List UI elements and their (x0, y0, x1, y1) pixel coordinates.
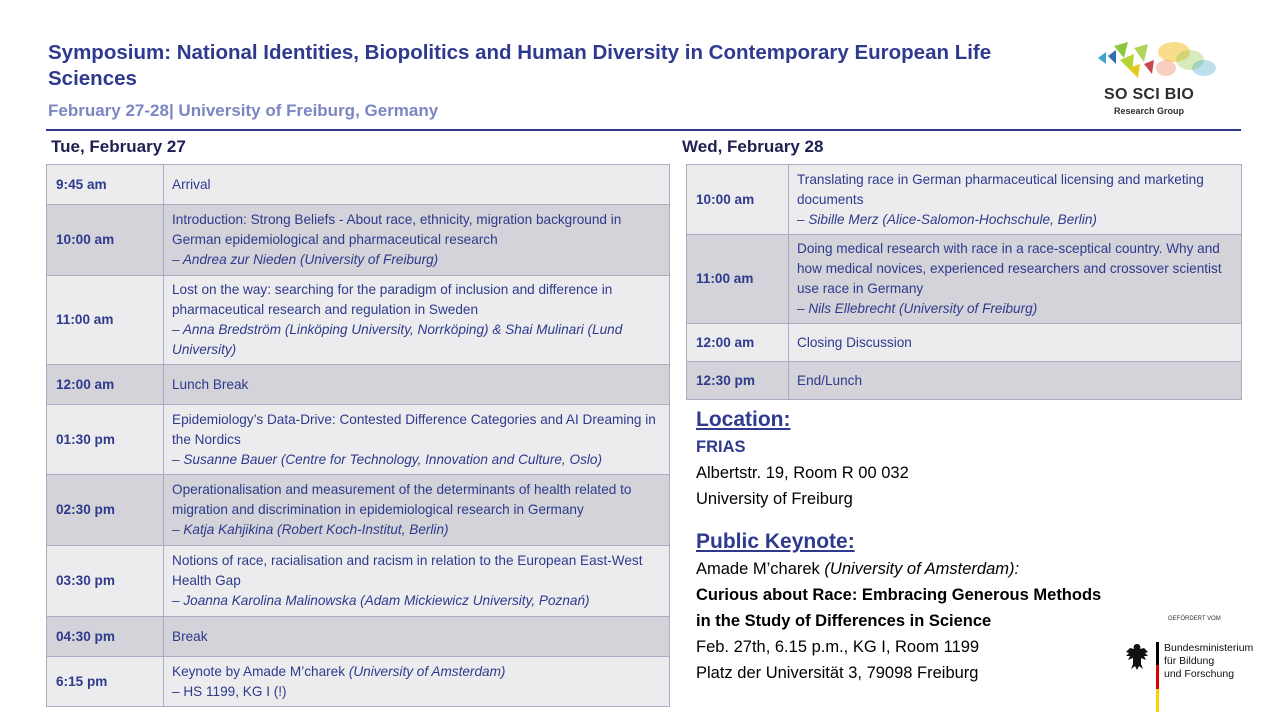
session-title (172, 662, 661, 682)
session-title-text: Arrival (172, 176, 211, 192)
funder-line: und Forschung (1164, 668, 1235, 680)
logo-subtext: Research Group (1114, 106, 1185, 116)
session-time: 02:30 pm (47, 475, 164, 546)
so-sci-bio-logo (1094, 38, 1224, 120)
location-university: University of Freiburg (696, 490, 853, 508)
session-time: 9:45 am (47, 165, 164, 205)
session-details (789, 165, 1242, 235)
session-details (789, 235, 1242, 324)
logo-wordmark: SO SCI BIO (1104, 86, 1195, 103)
session-title: Operationalisation and measurement of the determinants of health related to migration and discrimination in epidemiological research in Germany (172, 482, 632, 517)
session-details (164, 205, 670, 276)
session-title (164, 165, 670, 205)
session-institution: (University of Amsterdam) (348, 663, 506, 679)
header-divider (46, 129, 1241, 131)
schedule-row (47, 205, 670, 276)
federal-eagle-icon (1124, 642, 1150, 672)
session-speaker: – Anna Bredström (Linköping University, Norrköping) & Shai Mulinari (Lund University) (172, 322, 623, 357)
session-title (164, 617, 670, 657)
session-title: Lost on the way: searching for the paradigm of inclusion and difference in pharmaceutical research and regulation in Sweden (172, 282, 613, 317)
session-title (164, 365, 670, 405)
session-time: 11:00 am (687, 235, 789, 324)
session-details (164, 657, 670, 707)
schedule-row (687, 362, 1242, 400)
keynote-speaker-line (696, 556, 1101, 582)
page-title: Symposium: National Identities, Biopolitics and Human Diversity in Contemporary European Life Sciences (48, 41, 992, 90)
session-details (164, 405, 670, 475)
keynote-title-line1: Curious about Race: Embracing Generous Methods (696, 586, 1102, 604)
session-speaker: – Susanne Bauer (Centre for Technology, Innovation and Culture, Oslo) (172, 451, 602, 467)
logo-mark-icon (1094, 38, 1224, 84)
session-title (789, 324, 1242, 362)
keynote-section (696, 530, 1101, 686)
session-time: 10:00 am (687, 165, 789, 235)
location-venue: FRIAS (696, 438, 746, 456)
session-title: Epidemiology’s Data-Drive: Contested Difference Categories and AI Dreaming in the Nordics (172, 411, 656, 447)
session-title-text: Break (172, 628, 208, 644)
tuesday-schedule-table (46, 164, 670, 707)
wednesday-schedule-table (686, 164, 1242, 400)
session-time: 12:30 pm (687, 362, 789, 400)
keynote-datetime: Feb. 27th, 6.15 p.m., KG I, Room 1199 (696, 638, 980, 656)
schedule-row (47, 365, 670, 405)
schedule-row (687, 324, 1242, 362)
schedule-row (47, 165, 670, 205)
session-title: Notions of race, racialisation and racism in relation to the European East-West Health Gap (172, 553, 643, 588)
keynote-address: Platz der Universität 3, 79098 Freiburg (696, 664, 979, 682)
session-time: 12:00 am (47, 365, 164, 405)
session-details (164, 276, 670, 365)
wednesday-heading: Wed, February 28 (682, 137, 824, 156)
session-room: – HS 1199, KG I (!) (172, 683, 287, 699)
german-flag-stripe (1156, 642, 1159, 712)
session-title: Translating race in German pharmaceutical licensing and marketing documents (797, 171, 1204, 207)
session-speaker: – Joanna Karolina Malinowska (Adam Mickiewicz University, Poznań) (172, 593, 590, 608)
session-speaker: – Sibille Merz (Alice-Salomon-Hochschule, Berlin) (797, 211, 1097, 227)
session-title-text: End/Lunch (797, 372, 863, 388)
session-speaker: – Nils Ellebrecht (University of Freiburg) (797, 301, 1038, 316)
location-address: Albertstr. 19, Room R 00 032 (696, 464, 909, 482)
funder-label: GEFÖRDERT VOM (1168, 616, 1221, 622)
page-subtitle: February 27-28| University of Freiburg, Germany (48, 101, 439, 120)
funder-name (1164, 642, 1253, 681)
session-time: 11:00 am (47, 276, 164, 365)
session-speaker: – Katja Kahjikina (Robert Koch-Institut, Berlin) (172, 522, 449, 537)
session-title-text: Lunch Break (172, 376, 249, 392)
session-details (164, 475, 670, 546)
schedule-row (47, 617, 670, 657)
funder-line: für Bildung (1164, 655, 1215, 667)
session-speaker: – Andrea zur Nieden (University of Freiburg) (172, 252, 439, 267)
schedule-row (687, 165, 1242, 235)
location-section (696, 408, 909, 512)
schedule-row (47, 657, 670, 707)
keynote-heading: Public Keynote: (696, 530, 855, 553)
keynote-affiliation: (University of Amsterdam): (824, 560, 1020, 578)
keynote-speaker: Amade M’charek (696, 560, 820, 578)
session-details (164, 546, 670, 617)
keynote-title-line2: in the Study of Differences in Science (696, 612, 992, 630)
schedule-row (687, 235, 1242, 324)
schedule-row (47, 475, 670, 546)
schedule-row (47, 405, 670, 475)
schedule-row (47, 276, 670, 365)
session-time: 6:15 pm (47, 657, 164, 707)
funder-line: Bundesministerium (1164, 642, 1254, 654)
session-time: 10:00 am (47, 205, 164, 276)
session-title: Introduction: Strong Beliefs - About race, ethnicity, migration background in German epidemiological and pharmaceutical research (172, 212, 622, 247)
location-heading: Location: (696, 408, 791, 431)
session-time: 12:00 am (687, 324, 789, 362)
session-time: 01:30 pm (47, 405, 164, 475)
schedule-row (47, 546, 670, 617)
tuesday-heading: Tue, February 27 (51, 137, 186, 156)
bmbf-funder-logo (1124, 616, 1264, 712)
session-title-text: Keynote by Amade M’charek (172, 663, 346, 679)
session-time: 03:30 pm (47, 546, 164, 617)
session-title (789, 362, 1242, 400)
session-time: 04:30 pm (47, 617, 164, 657)
session-title-text: Closing Discussion (797, 334, 912, 350)
session-title: Doing medical research with race in a race-sceptical country. Why and how medical novices, experienced researchers and crossover scientist use race in Germany (797, 241, 1222, 296)
